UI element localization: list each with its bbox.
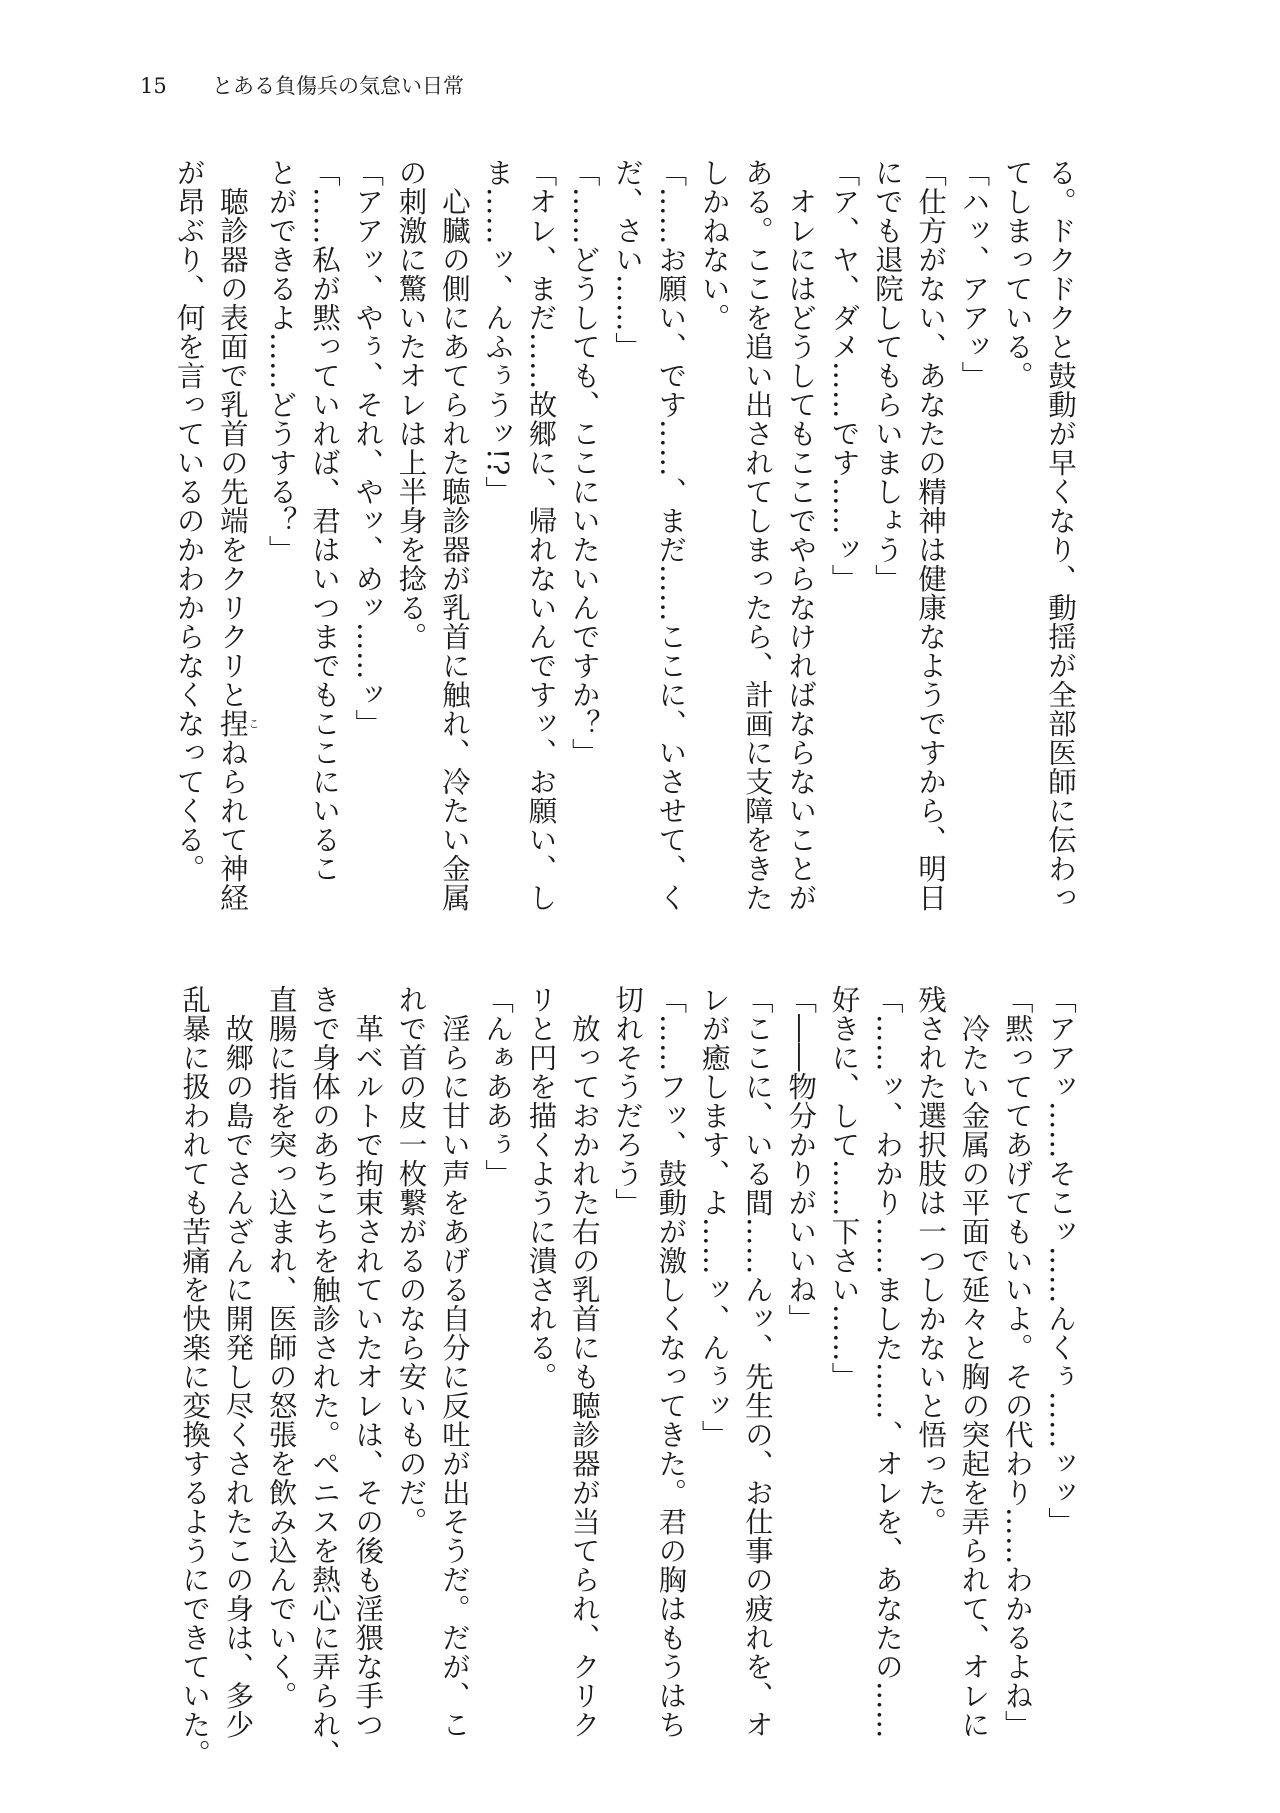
text-line: しかねない。 (697, 158, 731, 332)
text-line: ま……ッ、んふぅうッ!?」 (481, 158, 515, 505)
text-line: 「……フッ、鼓動が激しくなってきた。君の胸はもうはち (654, 985, 688, 1739)
text-line: 淫らに甘い声をあげる自分に反吐が出そうだ。だが、こ (437, 985, 471, 1739)
text-line: 「ここに、いる間……んッ、先生の、お仕事の疲れを、オ (740, 985, 774, 1739)
text-block-top (167, 158, 1082, 912)
text-line: の刺激に驚いたオレは上半身を捻る。 (394, 158, 428, 651)
text-line: オレにはどうしてもここでやらなければならないことが (784, 158, 818, 912)
text-line: だ、さい……」 (611, 158, 645, 361)
text-line (211, 158, 260, 912)
running-header (140, 70, 464, 100)
text-line: る。ドクドクと鼓動が早くなり、動揺が全部医師に伝わっ (1044, 158, 1077, 912)
book-title: とある負傷兵の気怠い日常 (212, 74, 464, 98)
text-line: 「仕方がない、あなたの精神は健康なようですから、明日 (914, 158, 948, 912)
text-line: 「黙っててあげてもいいよ。その代わり……わかるよね」 (1000, 985, 1034, 1739)
ruby-text: こ (246, 709, 260, 738)
text-block-bottom (173, 985, 1082, 1768)
text-line: 「アアッ……そこッ……んくぅ……ッッ」 (1044, 985, 1077, 1536)
text-line: 好きに、して……下さい……」 (827, 985, 861, 1391)
text-line: 冷たい金属の平面で延々と胸の突起を弄られて、オレに (957, 985, 991, 1739)
text-line: 「オレ、まだ……故郷に、帰れないんですッ、お願い、し (524, 158, 558, 912)
text-line: 切れそうだろう」 (611, 985, 645, 1217)
text-line: ある。ここを追い出されてしまったら、計画に支障をきた (740, 158, 774, 912)
text-line: 直腸に指を突っ込まれ、医師の怒張を飲み込んでいく。 (264, 985, 298, 1710)
text-line: リと円を描くように潰される。 (524, 985, 558, 1391)
text-line: が昂ぶり、何を言っているのかわからなくなってくる。 (172, 158, 206, 883)
page-number: 15 (140, 74, 167, 98)
text-line: 「――物分かりがいいね」 (784, 985, 818, 1333)
text-line: てしまっている。 (1000, 158, 1034, 390)
text-line: きで身体のあちこちを触診された。ペニスを熱心に弄られ、 (307, 985, 341, 1768)
text-line: 故郷の島でさんざんに開発し尽くされたこの身は、多少 (221, 985, 255, 1739)
text-line: 「んぁああぅ」 (481, 985, 515, 1188)
text-line: 「アアッ、やぅ、それ、やッ、めッ……ッ」 (351, 158, 385, 738)
text-line: 「……ッ、わかり……ました……、オレを、あなたの…… (870, 985, 904, 1739)
text-line: とができるよ……どうする？」 (264, 158, 298, 564)
text-line: 放っておかれた右の乳首にも聴診器が当てられ、クリク (567, 985, 601, 1739)
text-segment: ねられて神経 (215, 738, 249, 912)
ruby-base: 捏 (215, 709, 249, 738)
text-line: 残された選択肢は一つしかないと悟った。 (914, 985, 948, 1536)
text-line: れで首の皮一枚繋がるのなら安いものだ。 (394, 985, 428, 1536)
ruby-annotation (215, 709, 260, 738)
text-line: 「ハッ、アアッ」 (957, 158, 991, 390)
text-line: 心臓の側にあてられた聴診器が乳首に触れ、冷たい金属 (437, 158, 471, 912)
text-line: 「ア、ヤ、ダメ……です……ッ」 (827, 158, 861, 593)
text-line: 革ベルトで拘束されていたオレは、その後も淫猥な手つ (351, 985, 385, 1739)
text-line: にでも退院してもらいましょう」 (870, 158, 904, 593)
text-segment: 聴診器の表面で乳首の先端をクリクリと (215, 158, 249, 709)
text-line: 「……私が黙っていれば、君はいつまでもここにいるこ (307, 158, 341, 883)
text-line: レが癒します、よ……ッ、んぅッ」 (697, 985, 731, 1449)
text-line: 乱暴に扱われても苦痛を快楽に変換するようにできていた。 (178, 985, 212, 1768)
text-line: 「……お願い、です……、まだ……ここに、いさせて、く (654, 158, 688, 912)
text-line: 「……どうしても、ここにいたいんですか？」 (567, 158, 601, 767)
